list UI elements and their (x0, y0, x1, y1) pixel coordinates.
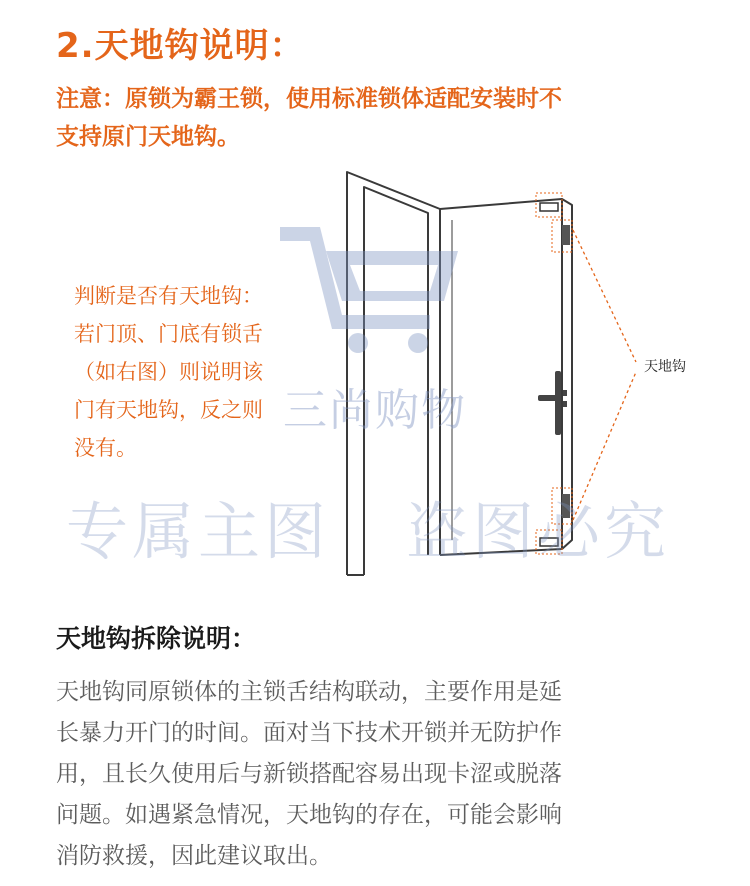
watermark-exclusive: 专属主图 (66, 495, 331, 568)
notice-line: 支持原门天地钩。 (56, 124, 240, 150)
removal-line: 问题。如遇紧急情况，天地钩的存在，可能会影响 (56, 802, 562, 828)
removal-line: 长暴力开门的时间。面对当下技术开锁并无防护作 (56, 720, 562, 746)
removal-line: 消防救援，因此建议取出。 (56, 843, 332, 869)
callout-label: 天地钩 (644, 359, 686, 375)
watermark-anti-theft: 盗图必究 (406, 495, 671, 568)
callout-lines (573, 230, 636, 520)
removal-line: 天地钩同原锁体的主锁舌结构联动，主要作用是延 (56, 679, 562, 705)
judge-line: 没有。 (74, 436, 137, 460)
watermark-shop-name: 三尚购物 (283, 385, 467, 436)
judge-line: （如右图）则说明该 (74, 360, 263, 384)
judge-line: 判断是否有天地钩： (74, 284, 263, 308)
judge-line: 门有天地钩，反之则 (74, 398, 263, 422)
compatibility-notice (56, 80, 696, 156)
page-title: 2.天地钩说明： (56, 26, 305, 66)
removal-description (56, 672, 706, 877)
hook-judgement-text (74, 277, 304, 467)
shopping-cart-icon (280, 205, 460, 355)
judge-line: 若门顶、门底有锁舌 (74, 322, 263, 346)
removal-line: 用，且长久使用后与新锁搭配容易出现卡涩或脱落 (56, 761, 562, 787)
notice-line: 注意：原锁为霸王锁，使用标准锁体适配安装时不 (56, 86, 562, 112)
removal-section-title: 天地钩拆除说明： (56, 624, 257, 653)
